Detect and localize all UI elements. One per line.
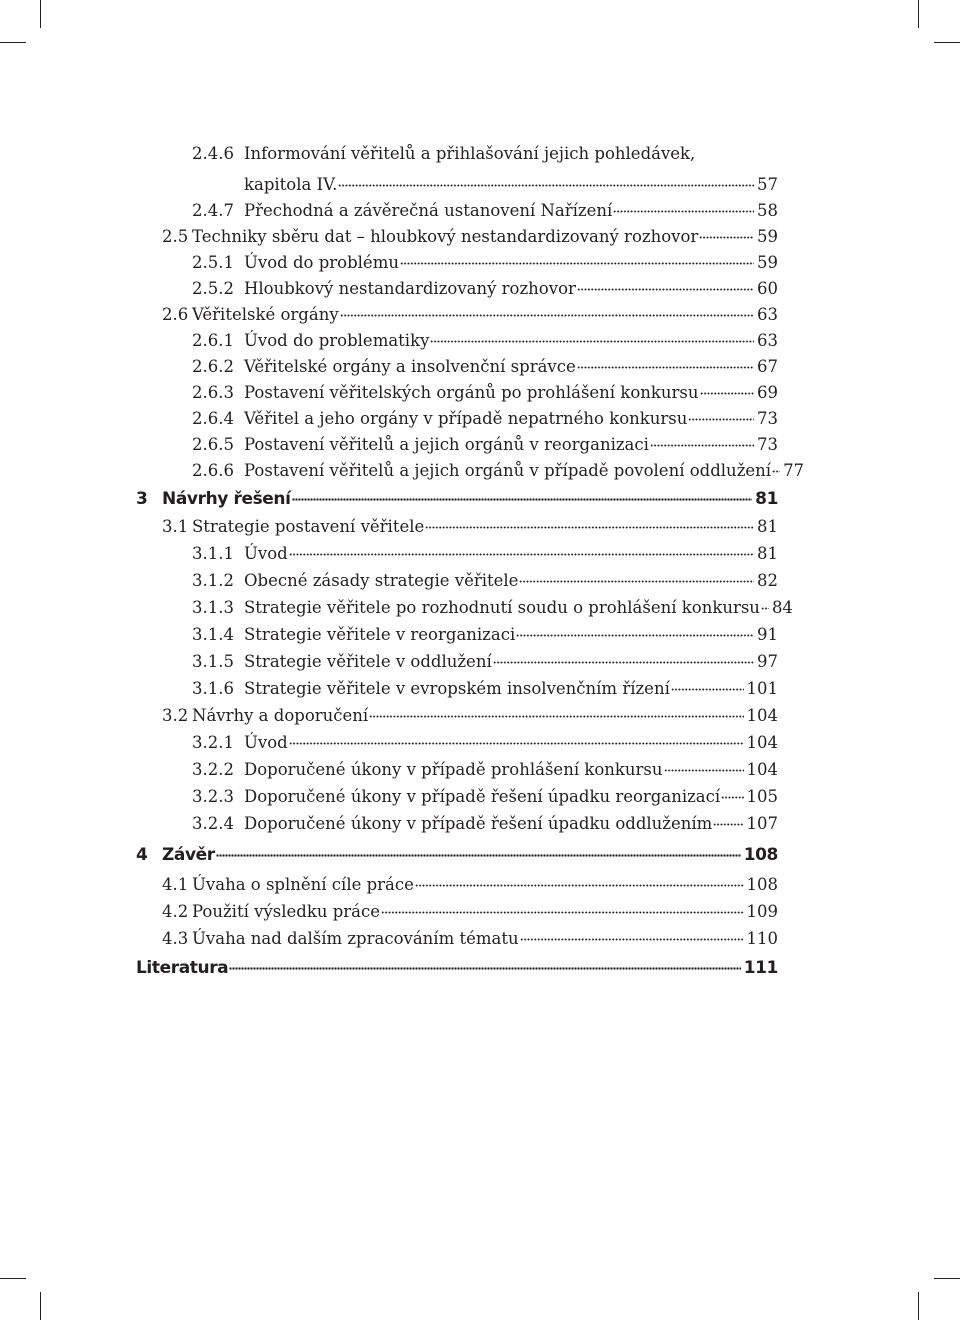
crop-mark-bottom-right-h bbox=[934, 1278, 960, 1279]
toc-number: 4.3 bbox=[162, 929, 189, 948]
toc-number: 3.1.1 bbox=[192, 544, 234, 563]
toc-page: 111 bbox=[743, 958, 778, 978]
leader-dots bbox=[338, 170, 754, 190]
toc-entry[interactable] bbox=[136, 593, 793, 618]
toc-page: 105 bbox=[746, 787, 778, 806]
toc-entry[interactable] bbox=[136, 566, 778, 591]
toc-page: 58 bbox=[757, 201, 778, 220]
toc-number: 2.6.6 bbox=[192, 461, 234, 480]
toc-title: Doporučené úkony v případě prohlášení konkursu bbox=[244, 760, 663, 779]
crop-mark-bottom-left-h bbox=[0, 1278, 26, 1279]
toc-entry[interactable] bbox=[136, 456, 805, 481]
toc-title: Strategie věřitele v oddlužení bbox=[244, 652, 492, 671]
toc-entry[interactable] bbox=[136, 144, 778, 164]
toc-entry[interactable] bbox=[136, 404, 778, 429]
toc-title: Věřitelské orgány bbox=[192, 305, 339, 324]
leader-dots bbox=[381, 897, 744, 917]
toc-entry-continuation[interactable] bbox=[136, 170, 778, 195]
leader-dots bbox=[425, 512, 754, 532]
toc-page: 97 bbox=[757, 652, 778, 671]
toc-page: 63 bbox=[757, 305, 778, 324]
toc-title: Úvod do problému bbox=[244, 253, 399, 272]
toc-number: 4 bbox=[136, 845, 148, 865]
leader-dots bbox=[713, 809, 743, 829]
toc-entry[interactable] bbox=[136, 924, 778, 949]
toc-title: Závěr bbox=[162, 845, 215, 865]
toc-page: 91 bbox=[757, 625, 778, 644]
toc-page: 67 bbox=[757, 357, 778, 376]
toc-page: 81 bbox=[757, 517, 778, 536]
toc-number: 3.1.5 bbox=[192, 652, 234, 671]
toc-entry[interactable] bbox=[136, 870, 778, 895]
leader-dots bbox=[650, 430, 754, 450]
toc-number: 2.6.4 bbox=[192, 409, 234, 428]
leader-dots bbox=[699, 222, 754, 242]
leader-dots bbox=[516, 620, 754, 640]
toc-number: 2.5 bbox=[162, 227, 189, 246]
toc-number: 2.6.2 bbox=[192, 357, 234, 376]
leader-dots bbox=[688, 404, 754, 424]
toc-entry[interactable] bbox=[136, 300, 778, 325]
toc-entry[interactable] bbox=[136, 674, 778, 699]
toc-title: Návrhy řešení bbox=[162, 489, 291, 509]
toc-title: Návrhy a doporučení bbox=[192, 706, 369, 725]
toc-number: 3.1.4 bbox=[192, 625, 234, 644]
toc-entry[interactable] bbox=[136, 809, 778, 834]
crop-mark-top-right bbox=[918, 0, 919, 28]
toc-title: Techniky sběru dat – hloubkový nestandardizovaný rozhovor bbox=[192, 227, 699, 246]
toc-title: Postavení věřitelů a jejich orgánů v reorganizaci bbox=[244, 435, 649, 454]
toc-chapter[interactable] bbox=[136, 953, 778, 978]
toc-page: 59 bbox=[757, 253, 778, 272]
leader-dots bbox=[577, 274, 754, 294]
toc-number: 3.1.3 bbox=[192, 598, 234, 617]
toc-entry[interactable] bbox=[136, 430, 778, 455]
toc-page: 101 bbox=[746, 679, 778, 698]
toc-title: Použití výsledku práce bbox=[192, 902, 380, 921]
toc-entry[interactable] bbox=[136, 897, 778, 922]
leader-dots bbox=[216, 840, 741, 860]
toc-entry[interactable] bbox=[136, 539, 778, 564]
toc-page: 59 bbox=[757, 227, 778, 246]
toc-number: 3.1.2 bbox=[192, 571, 234, 590]
toc-title: Přechodná a závěrečná ustanovení Nařízení bbox=[244, 201, 613, 220]
crop-mark-bottom-right bbox=[918, 1292, 919, 1320]
toc-page: 60 bbox=[757, 279, 778, 298]
toc-title: Strategie věřitele v reorganizaci bbox=[244, 625, 516, 644]
toc-number: 3.1.6 bbox=[192, 679, 234, 698]
toc-title: Úvaha o splnění cíle práce bbox=[192, 875, 414, 894]
toc-title: Literatura bbox=[136, 958, 229, 978]
toc-title: kapitola IV. bbox=[244, 175, 338, 194]
toc-entry[interactable] bbox=[136, 701, 778, 726]
toc-page: 107 bbox=[746, 814, 778, 833]
toc-number: 2.5.2 bbox=[192, 279, 234, 298]
toc-number: 3.2.2 bbox=[192, 760, 234, 779]
leader-dots bbox=[772, 456, 780, 476]
toc-page: 69 bbox=[757, 383, 778, 402]
toc-page: 104 bbox=[746, 760, 778, 779]
leader-dots bbox=[369, 701, 743, 721]
toc-title: Strategie věřitele po rozhodnutí soudu o prohlášení konkursu bbox=[244, 598, 760, 617]
toc-number: 2.6 bbox=[162, 305, 189, 324]
toc-number: 3.2 bbox=[162, 706, 189, 725]
leader-dots bbox=[761, 593, 769, 613]
toc-entry[interactable] bbox=[136, 222, 778, 247]
leader-dots bbox=[229, 953, 740, 973]
toc-page: 104 bbox=[746, 733, 778, 752]
toc-page: 81 bbox=[755, 489, 778, 509]
toc-title: Doporučené úkony v případě řešení úpadku oddlužením bbox=[244, 814, 713, 833]
toc-number: 2.6.3 bbox=[192, 383, 234, 402]
toc-page: 73 bbox=[757, 409, 778, 428]
leader-dots bbox=[519, 566, 754, 586]
leader-dots bbox=[613, 196, 754, 216]
toc-title: Informování věřitelů a přihlašování jejich pohledávek, bbox=[244, 144, 696, 163]
toc-page: 84 bbox=[771, 598, 793, 617]
toc-number: 2.6.1 bbox=[192, 331, 234, 350]
toc-number: 3.2.3 bbox=[192, 787, 234, 806]
toc-number: 2.5.1 bbox=[192, 253, 234, 272]
leader-dots bbox=[289, 728, 744, 748]
toc-page: 108 bbox=[746, 875, 778, 894]
leader-dots bbox=[700, 378, 755, 398]
leader-dots bbox=[292, 484, 753, 504]
toc-page: 63 bbox=[757, 331, 778, 350]
toc-number: 3.2.4 bbox=[192, 814, 234, 833]
toc-entry[interactable] bbox=[136, 728, 778, 753]
toc-page: 110 bbox=[746, 929, 778, 948]
leader-dots bbox=[289, 539, 754, 559]
leader-dots bbox=[340, 300, 754, 320]
toc-entry[interactable] bbox=[136, 378, 778, 403]
crop-mark-top-right-h bbox=[934, 42, 960, 43]
toc-number: 2.4.6 bbox=[192, 144, 234, 163]
toc-number: 2.6.5 bbox=[192, 435, 234, 454]
leader-dots bbox=[664, 755, 744, 775]
toc-number: 3.2.1 bbox=[192, 733, 234, 752]
crop-mark-bottom-left bbox=[40, 1292, 41, 1320]
toc-title: Věřitelské orgány a insolvenční správce bbox=[244, 357, 576, 376]
toc-title: Úvod bbox=[244, 733, 288, 752]
toc-title: Věřitel a jeho orgány v případě nepatrného konkursu bbox=[244, 409, 688, 428]
toc-entry[interactable] bbox=[136, 248, 778, 273]
toc-title: Obecné zásady strategie věřitele bbox=[244, 571, 519, 590]
leader-dots bbox=[400, 248, 754, 268]
leader-dots bbox=[671, 674, 744, 694]
toc-title: Strategie věřitele v evropském insolvenčním řízení bbox=[244, 679, 670, 698]
toc-entry[interactable] bbox=[136, 274, 778, 299]
toc-entry[interactable] bbox=[136, 352, 778, 377]
toc-entry[interactable] bbox=[136, 512, 778, 537]
toc-title: Postavení věřitelských orgánů po prohlášení konkursu bbox=[244, 383, 699, 402]
toc-entry[interactable] bbox=[136, 755, 778, 780]
leader-dots bbox=[415, 870, 744, 890]
toc-page: 77 bbox=[783, 461, 805, 480]
toc-chapter[interactable] bbox=[136, 840, 778, 865]
toc-title: Hloubkový nestandardizovaný rozhovor bbox=[244, 279, 576, 298]
toc-title: Strategie postavení věřitele bbox=[192, 517, 425, 536]
toc-page: 109 bbox=[746, 902, 778, 921]
toc-page: 73 bbox=[757, 435, 778, 454]
toc-title: Doporučené úkony v případě řešení úpadku reorganizací bbox=[244, 787, 721, 806]
crop-mark-top-left-h bbox=[0, 42, 26, 43]
leader-dots bbox=[520, 924, 744, 944]
toc-number: 4.1 bbox=[162, 875, 189, 894]
leader-dots bbox=[430, 326, 754, 346]
toc-entry[interactable] bbox=[136, 647, 778, 672]
toc-entry[interactable] bbox=[136, 196, 778, 221]
toc-title: Úvod bbox=[244, 544, 288, 563]
toc-number: 3.1 bbox=[162, 517, 189, 536]
toc-title: Úvod do problematiky bbox=[244, 331, 430, 350]
toc-entry[interactable] bbox=[136, 326, 778, 351]
toc-page: 81 bbox=[757, 544, 778, 563]
leader-dots bbox=[577, 352, 754, 372]
toc-number: 3 bbox=[136, 489, 148, 509]
toc-page: 104 bbox=[746, 706, 778, 725]
crop-mark-top-left bbox=[40, 0, 41, 28]
toc-page: 82 bbox=[757, 571, 778, 590]
leader-dots bbox=[493, 647, 754, 667]
toc-title: Úvaha nad dalším zpracováním tématu bbox=[192, 929, 519, 948]
toc-title: Postavení věřitelů a jejich orgánů v případě povolení oddlužení bbox=[244, 461, 772, 480]
toc-page: 108 bbox=[743, 845, 778, 865]
toc-number: 2.4.7 bbox=[192, 201, 234, 220]
toc-number: 4.2 bbox=[162, 902, 189, 921]
leader-dots bbox=[721, 782, 743, 802]
toc-page: 57 bbox=[757, 175, 778, 194]
toc-entry[interactable] bbox=[136, 620, 778, 645]
toc-chapter[interactable] bbox=[136, 484, 778, 509]
toc-entry[interactable] bbox=[136, 782, 778, 807]
